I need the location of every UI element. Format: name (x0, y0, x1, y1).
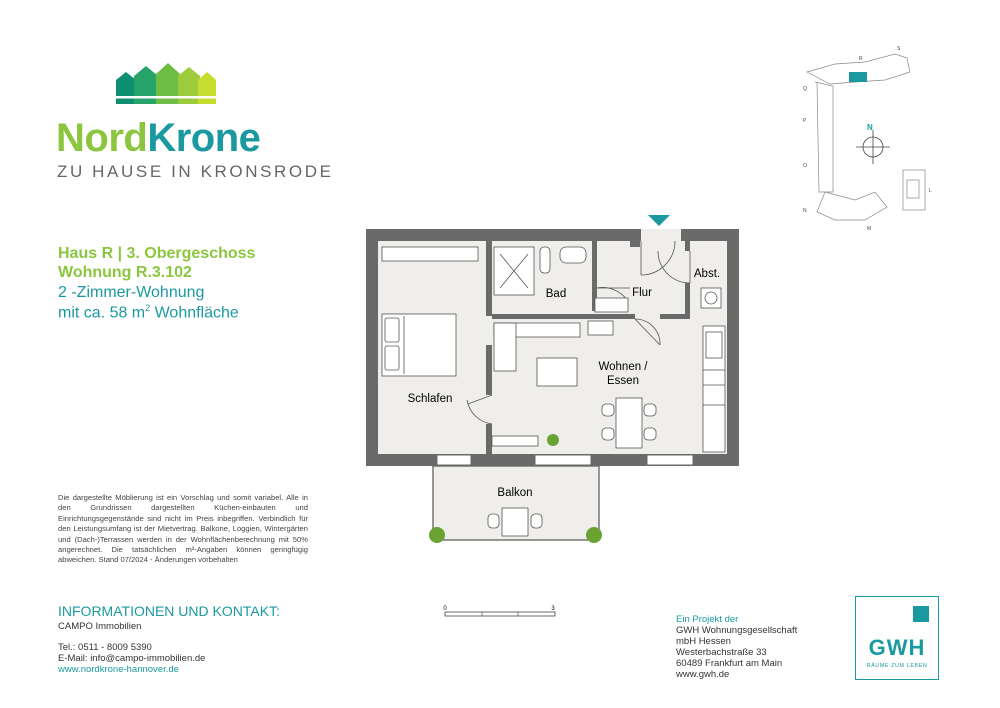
disclaimer-text: Die dargestellte Möblierung ist ein Vorschlag und somit variabel. Alle in den Grundrissen dargestellten Küchen-einbauten und Einrichtungsgegenstände sind nicht im Preis inbegriffen. Verbindlich für den Leistungsumfang ist der Mietvertrag. Balkone, Loggien, Wintergärten und (Dach-)Terrassen werden in der Wohnflächenberechnung mit 50% angerechnet. Die tatsächlichen m²-Angaben können geringfügig abweichen. Stand 07/2024 - Änderungen vorbehalten (58, 493, 308, 565)
contact-phone: Tel.: 0511 - 8009 5390 (58, 642, 152, 653)
site-label-l: L (929, 188, 932, 194)
project-intro: Ein Projekt der (676, 614, 739, 625)
site-label-m: M (867, 226, 872, 232)
site-label-p: P (803, 118, 807, 124)
contact-company: CAMPO Immobilien (58, 621, 142, 632)
room-label-bad: Bad (545, 288, 567, 300)
project-website-link[interactable]: www.gwh.de (676, 669, 730, 680)
project-company-line2: mbH Hessen (676, 636, 731, 647)
site-label-n: N (803, 208, 807, 214)
entrance-marker (648, 215, 670, 226)
site-north-label: N (867, 123, 873, 132)
site-plan (795, 42, 945, 237)
area-sup: 2 (145, 303, 151, 313)
gwh-logo-subtitle: RÄUME ZUM LEBEN (866, 663, 928, 669)
project-city: 60489 Frankfurt am Main (676, 658, 783, 669)
logo-wordmark (56, 116, 260, 161)
unit-title: Wohnung R.3.102 (58, 264, 192, 281)
house-floor-title: Haus R | 3. Obergeschoss (58, 245, 256, 262)
gwh-logo-text: GWH (868, 635, 926, 660)
room-label-abst: Abst. (693, 268, 721, 280)
room-label-schlafen: Schlafen (407, 393, 453, 405)
scale-bar (440, 604, 560, 624)
contact-website-link[interactable]: www.nordkrone-hannover.de (58, 664, 179, 675)
room-label-balkon: Balkon (497, 487, 533, 499)
room-label-flur: Flur (632, 287, 652, 299)
nordkrone-logo-houses (112, 62, 218, 104)
site-highlight-building (849, 72, 867, 82)
floor-plan (360, 210, 750, 560)
contact-title: INFORMATIONEN UND KONTAKT: (58, 603, 280, 619)
project-street: Westerbachstraße 33 (676, 647, 767, 658)
scale-end: 3 (551, 606, 555, 612)
gwh-logo-square (913, 606, 929, 622)
logo-name-part1: Nord (56, 116, 148, 160)
room-label-wohnen: Wohnen / (598, 361, 648, 373)
rooms-count: 2 -Zimmer-Wohnung (58, 284, 205, 301)
gwh-logo (855, 596, 939, 680)
room-label-essen: Essen (607, 375, 639, 387)
scale-start: 0 (443, 606, 447, 612)
site-label-q: Q (803, 86, 807, 92)
project-company-line1: GWH Wohnungsgesellschaft (676, 625, 798, 636)
site-label-r: R (859, 56, 863, 62)
area-prefix: mit ca. 58 m (58, 304, 146, 322)
contact-email[interactable]: E-Mail: info@campo-immobilien.de (58, 653, 206, 664)
site-label-s: S (897, 46, 901, 52)
site-label-o: O (803, 163, 807, 169)
logo-name-part2: Krone (147, 116, 261, 160)
area-suffix: Wohnfläche (150, 304, 239, 322)
logo-tagline: ZU HAUSE IN KRONSRODE (57, 162, 334, 181)
living-area (58, 303, 239, 322)
